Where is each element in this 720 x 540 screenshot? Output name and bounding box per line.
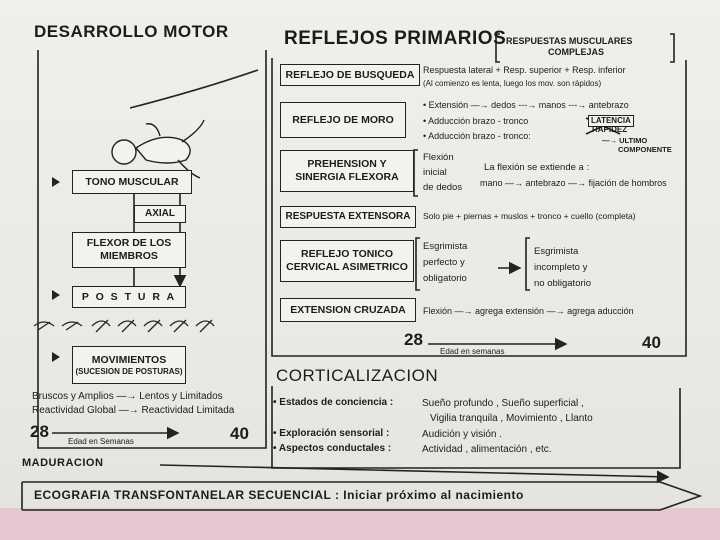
esgrimista-1c: obligatorio <box>423 273 467 284</box>
left-note-1: Bruscos y Amplios —→ Lentos y Limitados <box>32 391 223 402</box>
extensora-note: Solo pie + piernas + muslos + tronco + cuello (completa) <box>423 211 636 221</box>
left-age-label: Edad en Semanas <box>68 437 134 446</box>
right-subtitle-1: RESPUESTAS MUSCULARES <box>506 36 633 46</box>
flexion-1: Flexión <box>423 152 454 163</box>
box-tono-muscular: TONO MUSCULAR <box>72 170 192 194</box>
box-postura: P O S T U R A <box>72 286 186 308</box>
cortical-l1c: Vigilia tranquila , Movimiento , Llanto <box>430 413 593 424</box>
box-extensora: RESPUESTA EXTENSORA <box>280 206 416 228</box>
box-tonico: REFLEJO TONICO CERVICAL ASIMETRICO <box>280 240 414 282</box>
left-age-end: 40 <box>230 424 249 443</box>
right-title: REFLEJOS PRIMARIOS <box>284 28 507 49</box>
esgrimista-2c: no obligatorio <box>534 278 592 289</box>
flexion-extiende: La flexión se extiende a : <box>484 162 590 173</box>
latencia-label: LATENCIA <box>588 115 634 127</box>
cortical-l2a: • Exploración sensorial : <box>273 428 390 439</box>
box-moro: REFLEJO DE MORO <box>280 102 406 138</box>
left-title: DESARROLLO MOTOR <box>34 22 229 41</box>
rapidez-label: RAPIDEZ <box>592 125 628 134</box>
cortical-title: CORTICALIZACION <box>276 366 439 385</box>
esgrimista-1b: perfecto y <box>423 257 465 268</box>
right-age-start: 28 <box>404 330 423 349</box>
box-prehension: PREHENSION Y SINERGIA FLEXORA <box>280 150 414 192</box>
box-movimientos <box>72 346 186 384</box>
right-age-label: Edad en semanas <box>440 347 505 356</box>
ecografia-label: ECOGRAFIA TRANSFONTANELAR SECUENCIAL : Iniciar próximo al nacimiento <box>34 488 524 502</box>
flexion-chain: mano —→ antebrazo —→ fijación de hombros <box>480 178 667 188</box>
cortical-l1a: • Estados de conciencia : <box>273 397 394 408</box>
box-busqueda: REFLEJO DE BUSQUEDA <box>280 64 420 86</box>
busqueda-note-2: (Al comienzo es lenta, luego los mov. son rápidos) <box>423 79 602 88</box>
box-flexor: FLEXOR DE LOS MIEMBROS <box>72 232 186 268</box>
cortical-l1b: Sueño profundo , Sueño superficial , <box>422 398 584 409</box>
ultimo-label-2: COMPONENTE <box>618 145 672 154</box>
box-cruzada: EXTENSION CRUZADA <box>280 298 416 322</box>
esgrimista-2b: incompleto y <box>534 262 588 273</box>
esgrimista-1a: Esgrimista <box>423 241 468 252</box>
box-axial: AXIAL <box>134 205 186 223</box>
flexion-2: inicial <box>423 167 447 178</box>
right-subtitle-2: COMPLEJAS <box>548 47 605 57</box>
cruzada-note: Flexión —→ agrega extensión —→ agrega aducción <box>423 306 634 316</box>
esgrimista-2a: Esgrimista <box>534 246 579 257</box>
ultimo-label-1: —→ ULTIMO <box>602 136 648 145</box>
busqueda-note-1: Respuesta lateral + Resp. superior + Resp. inferior <box>423 65 626 75</box>
left-age-start: 28 <box>30 422 49 441</box>
right-age-end: 40 <box>642 333 661 352</box>
posture-figures <box>34 320 214 332</box>
sucesion-label: (SUCESION DE POSTURAS) <box>75 366 183 376</box>
cortical-l3b: Actividad , alimentación , etc. <box>422 444 552 455</box>
maduracion-label: MADURACION <box>22 457 104 469</box>
flexion-3: de dedos <box>423 182 463 193</box>
movimientos-label: MOVIMIENTOS <box>91 353 167 366</box>
moro-note-3: • Adducción brazo - tronco: <box>423 131 531 141</box>
moro-note-2: • Adducción brazo - tronco <box>423 116 529 126</box>
left-note-2: Reactividad Global —→ Reactividad Limitada <box>32 405 235 416</box>
cortical-l3a: • Aspectos conductales : <box>273 443 392 454</box>
moro-note-1: • Extensión —→ dedos ---→ manos ---→ antebrazo <box>423 100 629 110</box>
cortical-l2b: Audición y visión . <box>422 429 503 440</box>
